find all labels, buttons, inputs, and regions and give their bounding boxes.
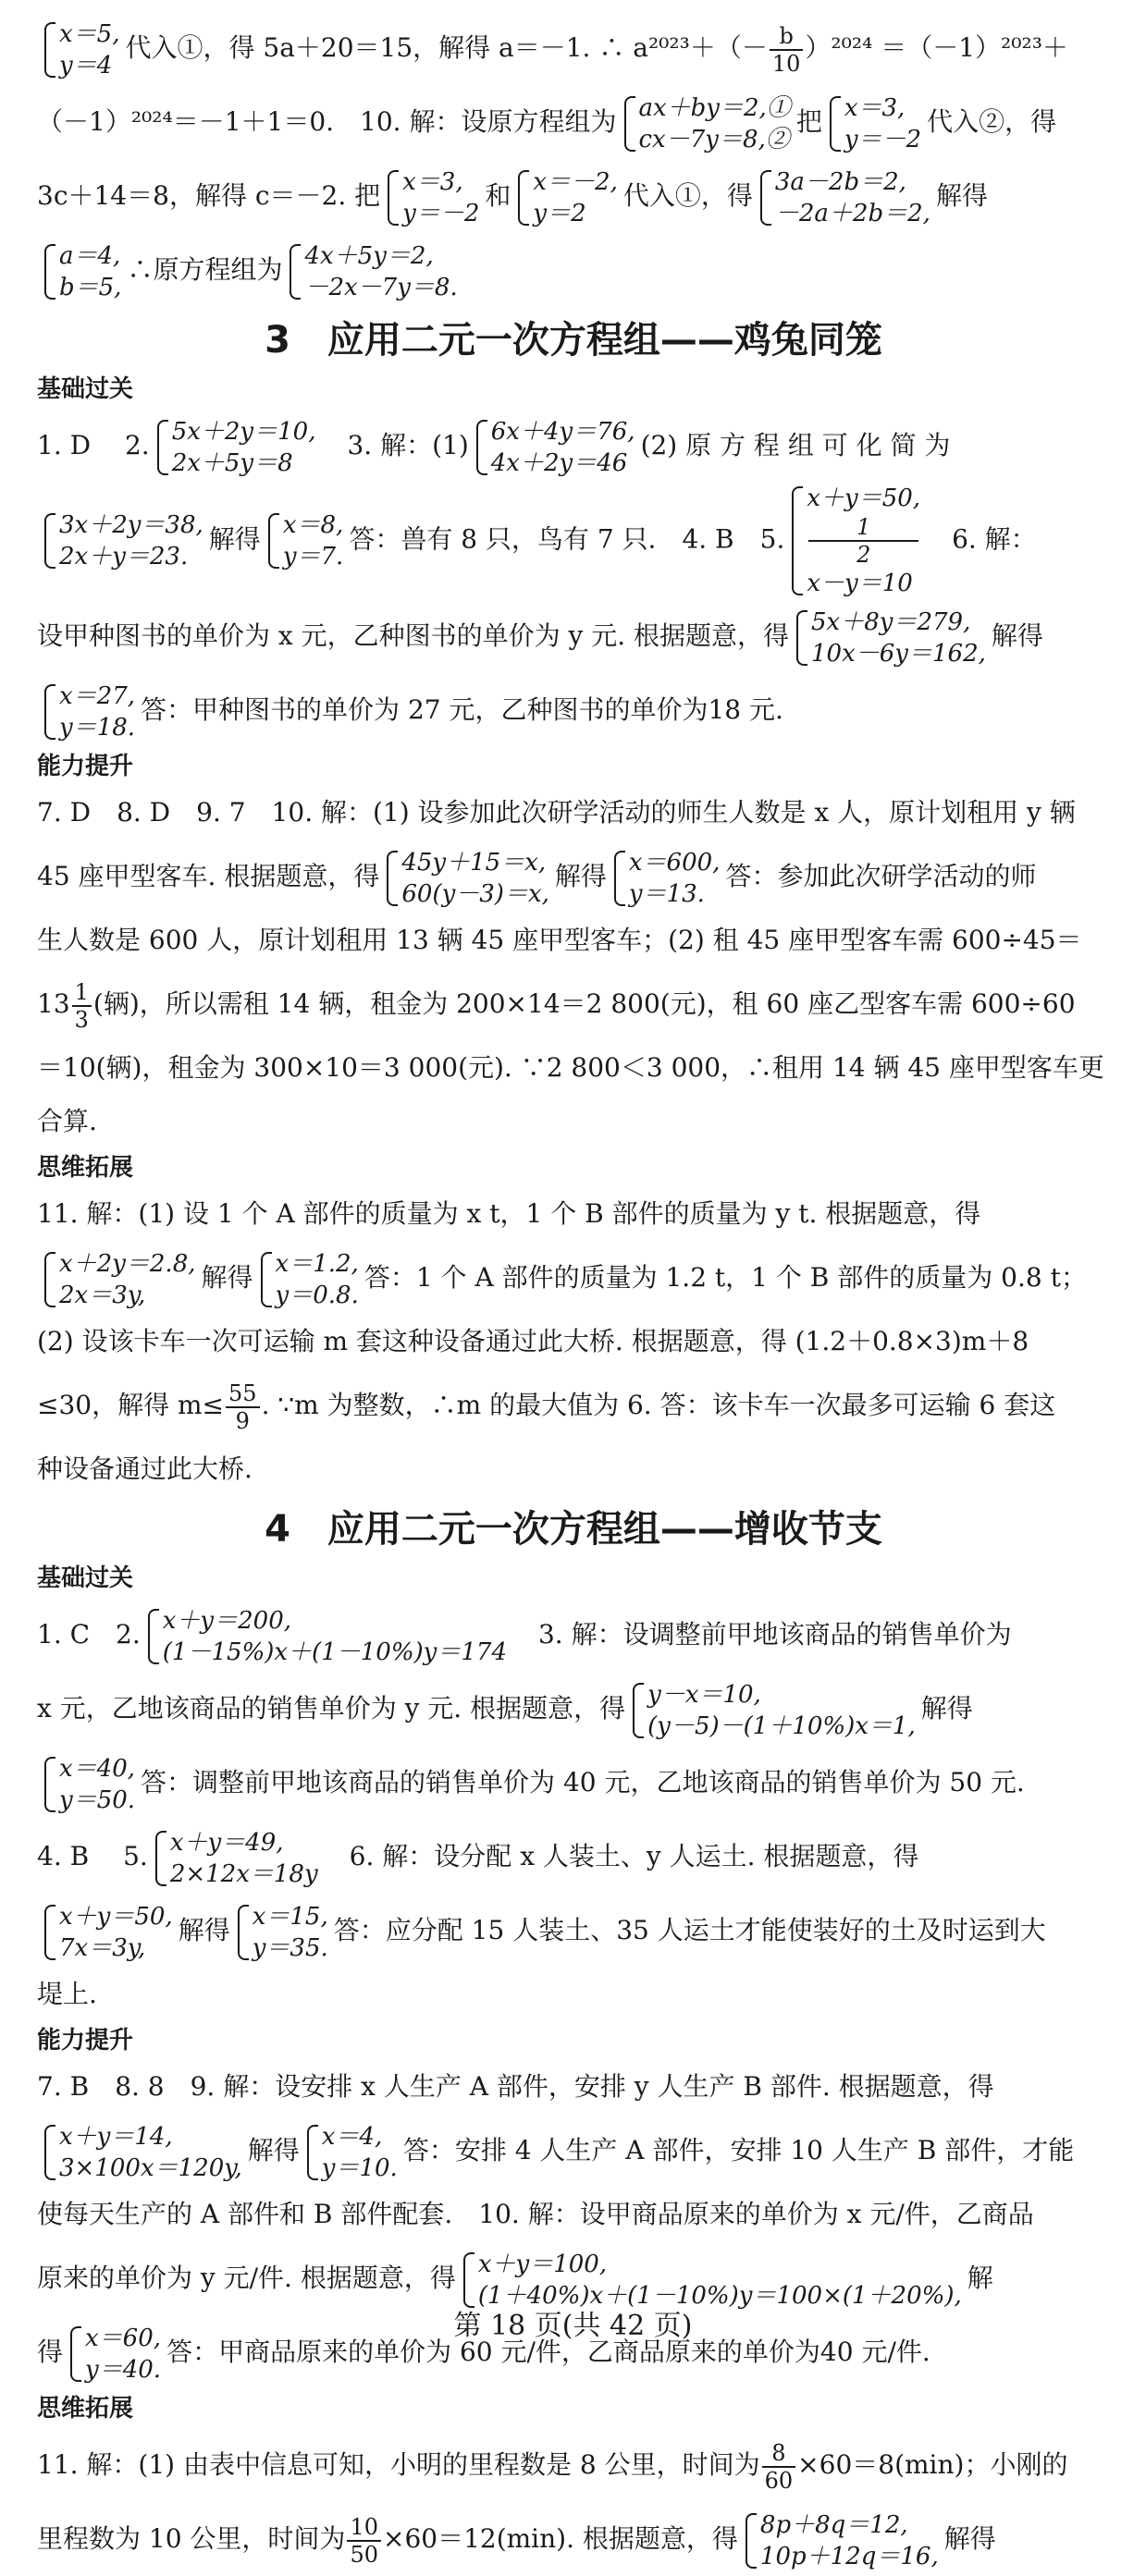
equation-system: x＝27, y＝18. bbox=[43, 681, 135, 743]
equation-system: x＝1.2, y＝0.8. bbox=[259, 1248, 359, 1311]
equation-system: x＋2y＝2.8, 2x＝3y, bbox=[43, 1248, 196, 1311]
equation-system: x＝60, y＝40. bbox=[68, 2323, 161, 2386]
text-line: 1. C 2. x＋y＝200, (1－15%)x＋(1－10%)y＝174 3. 解：设调整前甲地该商品的销售单价为 bbox=[37, 1606, 1012, 1666]
equation-system: y－x＝10, (y－5)－(1＋10%)x＝1, bbox=[631, 1679, 916, 1742]
equation-system: x＝3, y＝－2 bbox=[828, 92, 921, 155]
text-line: x＋2y＝2.8, 2x＝3y, 解得 x＝1.2, y＝0.8. 答：1 个 A 部件的质量为 1.2 t，1 个 B 部件的质量为 0.8 t； bbox=[37, 1241, 1110, 1315]
text-line: x 元，乙地该商品的销售单价为 y 元. 根据题意，得 y－x＝10, (y－5)－(1＋10%)x＝1, 解得 bbox=[37, 1680, 973, 1740]
equation-system: 5x＋2y＝10, 2x＋5y＝8 bbox=[155, 416, 316, 479]
equation-system: x＋y＝50, 7x＝3y, bbox=[43, 1901, 173, 1964]
text-line: 合算. bbox=[37, 1106, 97, 1136]
equation-system: 4x＋5y＝2, －2x－7y＝8. bbox=[288, 240, 457, 303]
fraction: $\frac{8}{60}$ bbox=[762, 2440, 796, 2494]
subsection-heading: 能力提升 bbox=[37, 753, 134, 780]
equation-system: x＝3, y＝－2 bbox=[386, 166, 479, 229]
equation-system: a＝4, b＝5, bbox=[43, 240, 121, 303]
text-line: 使每天生产的 A 部件和 B 部件配套. 10. 解：设甲商品原来的单价为 x 元/件，乙商品 bbox=[37, 2199, 1034, 2229]
text-line: x＋y＝50, 7x＝3y, 解得 x＝15, y＝35. 答：应分配 15 人装土、35 人运土才能使装好的土及时运到大 bbox=[37, 1894, 1110, 1968]
equation-system: 3a－2b＝2, －2a＋2b＝2, bbox=[758, 166, 930, 229]
text-line: （－1）²⁰²⁴＝－1＋1＝0. 10. 解：设原方程组为 ax＋by＝2,① cx－7y＝8,② 把 x＝3, y＝－2 代入②，得 bbox=[37, 93, 1057, 153]
text-line: 4. B 5. x＋y＝49, 2×12x＝18y 6. 解：设分配 x 人装土、y 人运土. 根据题意，得 bbox=[37, 1828, 919, 1888]
fraction: $\frac{1}{3}$ bbox=[72, 979, 92, 1033]
text-line: 3c＋14＝8，解得 c＝－2. 把 x＝3, y＝－2 和 x＝－2, y＝2 代入①，得 3a－2b＝2, －2a＋2b＝2, 解得 bbox=[37, 167, 988, 227]
subsection-heading: 基础过关 bbox=[37, 1564, 134, 1592]
subsection-heading: 思维拓展 bbox=[37, 2395, 134, 2423]
text-line: 原来的单价为 y 元/件. 根据题意，得 x＋y＝100, (1＋40%)x＋(1－10%)y＝100×(1＋20%), 解 bbox=[37, 2250, 993, 2310]
text-line: a＝4, b＝5, ∴原方程组为 4x＋5y＝2, －2x－7y＝8. bbox=[37, 233, 1110, 307]
text-line: x＝5, y＝4 代入①，得 5a＋20＝15，解得 a＝－1. ∴ a²⁰²³＋（－ $\frac{b}{10}$ ）²⁰²⁴ ＝（－1）²⁰²³＋ bbox=[37, 11, 1110, 85]
equation-system: 3x＋2y＝38, 2x＋y＝23. bbox=[43, 509, 203, 572]
subsection-heading: 思维拓展 bbox=[37, 1154, 134, 1182]
text-line: 11. 解：(1) 由表中信息可知，小明的里程数是 8 公里，时间为 $\frac{8}{60}$ ×60＝8(min)；小刚的 bbox=[37, 2439, 1068, 2494]
equation-system: x＝5, y＝4 bbox=[43, 18, 119, 81]
text-line: 堤上. bbox=[37, 1979, 97, 2009]
text-line: x＋y＝14, 3×100x＝120y, 解得 x＝4, y＝10. 答：安排 4 人生产 A 部件，安排 10 人生产 B 部件，才能 bbox=[37, 2114, 1110, 2188]
equation-system: 8p＋8q＝12, 10p＋12q＝16, bbox=[744, 2509, 939, 2572]
text-line: 11. 解：(1) 设 1 个 A 部件的质量为 x t，1 个 B 部件的质量为 y t. 根据题意，得 bbox=[37, 1198, 981, 1229]
equation-system: x＋y＝200, (1－15%)x＋(1－10%)y＝174 bbox=[146, 1605, 507, 1668]
subsection-heading: 能力提升 bbox=[37, 2027, 134, 2055]
equation-system: 45y＋15＝x, 60(y－3)＝x, bbox=[385, 847, 549, 910]
text-line: ＝10(辆)，租金为 300×10＝3 000(元). ∵2 800＜3 000，∴租用 14 辆 45 座甲型客车更 bbox=[37, 1052, 1104, 1083]
text-line: ≤30，解得 m≤ $\frac{55}{9}$ . ∵m 为整数，∴m 的最大值为 6. 答：该卡车一次最多可运输 6 套这 bbox=[37, 1380, 1056, 1434]
equation-system: x＋y＝100, (1＋40%)x＋(1－10%)y＝100×(1＋20%), bbox=[462, 2249, 962, 2312]
equation-system: x＝4, y＝10. bbox=[305, 2121, 398, 2184]
text-line: (2) 设该卡车一次可运输 m 套这种设备通过此大桥. 根据题意，得 (1.2＋0.8×3)m＋8 bbox=[37, 1326, 1029, 1356]
fraction: $\frac{55}{9}$ bbox=[226, 1380, 260, 1434]
equation-system: 6x＋4y＝76, 4x＋2y＝46 bbox=[474, 416, 635, 479]
section-title: 3 应用二元一次方程组——鸡兔同笼 bbox=[265, 319, 882, 362]
text-line: 7. B 8. 8 9. 解：设安排 x 人生产 A 部件，安排 y 人生产 B 部件. 根据题意，得 bbox=[37, 2071, 994, 2102]
text-line: 45 座甲型客车. 根据题意，得 45y＋15＝x, 60(y－3)＝x, 解得 x＝600, y＝13. 答：参加此次研学活动的师 bbox=[37, 848, 1037, 908]
equation-system: x＋y＝49, 2×12x＝18y bbox=[154, 1827, 318, 1890]
text-line: 种设备通过此大桥. bbox=[37, 1454, 253, 1484]
equation-system: 5x＋8y＝279, 10x－6y＝162, bbox=[795, 607, 986, 669]
fraction: 1 2 bbox=[808, 514, 918, 568]
equation-system: x＝－2, y＝2 bbox=[516, 166, 617, 229]
text-line: 13 $\frac{1}{3}$ (辆)，所以需租 14 辆，租金为 200×14＝2 800(元)，租 60 座乙型客车需 600÷60 bbox=[37, 978, 1076, 1033]
text-line: 得 x＝60, y＝40. 答：甲商品原来的单价为 60 元/件，乙商品原来的单价为40 元/件. bbox=[37, 2324, 930, 2384]
section-title: 4 应用二元一次方程组——增收节支 bbox=[265, 1508, 882, 1551]
fraction: $\frac{b}{10}$ bbox=[770, 23, 804, 77]
text-line: 设甲种图书的单价为 x 元，乙种图书的单价为 y 元. 根据题意，得 5x＋8y＝279, 10x－6y＝162, 解得 bbox=[37, 607, 1043, 668]
page-footer: 第 18 页(共 42 页) bbox=[453, 2310, 693, 2342]
text-line: 3x＋2y＝38, 2x＋y＝23. 解得 x＝8, y＝7. 答：兽有 8 只，鸟有 7 只. 4. B 5. x＋y＝50, 1 2 x－y＝10 6. 解： bbox=[37, 483, 1110, 599]
text-line: x＝27, y＝18. 答：甲种图书的单价为 27 元，乙种图书的单价为18 元. bbox=[37, 673, 1110, 747]
equation-system: x＋y＝14, 3×100x＝120y, bbox=[43, 2121, 242, 2184]
equation-system: x＋y＝50, 1 2 x－y＝10 bbox=[790, 483, 920, 599]
text-line: 7. D 8. D 9. 7 10. 解：(1) 设参加此次研学活动的师生人数是 x 人，原计划租用 y 辆 bbox=[37, 797, 1076, 828]
equation-system: x＝600, y＝13. bbox=[612, 847, 721, 910]
text-line: 里程数为 10 公里，时间为 $\frac{10}{50}$ ×60＝12(min). 根据题意，得 8p＋8q＝12, 10p＋12q＝16, 解得 bbox=[37, 2510, 996, 2570]
equation-system: ax＋by＝2,① cx－7y＝8,② bbox=[622, 92, 791, 155]
subsection-heading: 基础过关 bbox=[37, 375, 134, 403]
fraction: $\frac{10}{50}$ bbox=[347, 2514, 381, 2568]
equation-system: x＝8, y＝7. bbox=[266, 509, 344, 572]
equation-system: x＝40, y＝50. bbox=[43, 1753, 135, 1816]
answer-page bbox=[37, 11, 1110, 2576]
text-line: 1. D 2. 5x＋2y＝10, 2x＋5y＝8 3. 解：(1) 6x＋4y＝76, 4x＋2y＝46 (2) 原 方 程 组 可 化 简 为 bbox=[37, 417, 951, 477]
text-line: x＝40, y＝50. 答：调整前甲地该商品的销售单价为 40 元，乙地该商品的销售单价为 50 元. bbox=[37, 1746, 1110, 1820]
equation-system: x＝15, y＝35. bbox=[236, 1901, 328, 1964]
text-line: 生人数是 600 人，原计划租用 13 辆 45 座甲型客车；(2) 租 45 座甲型客车需 600÷45＝ bbox=[37, 925, 1082, 955]
